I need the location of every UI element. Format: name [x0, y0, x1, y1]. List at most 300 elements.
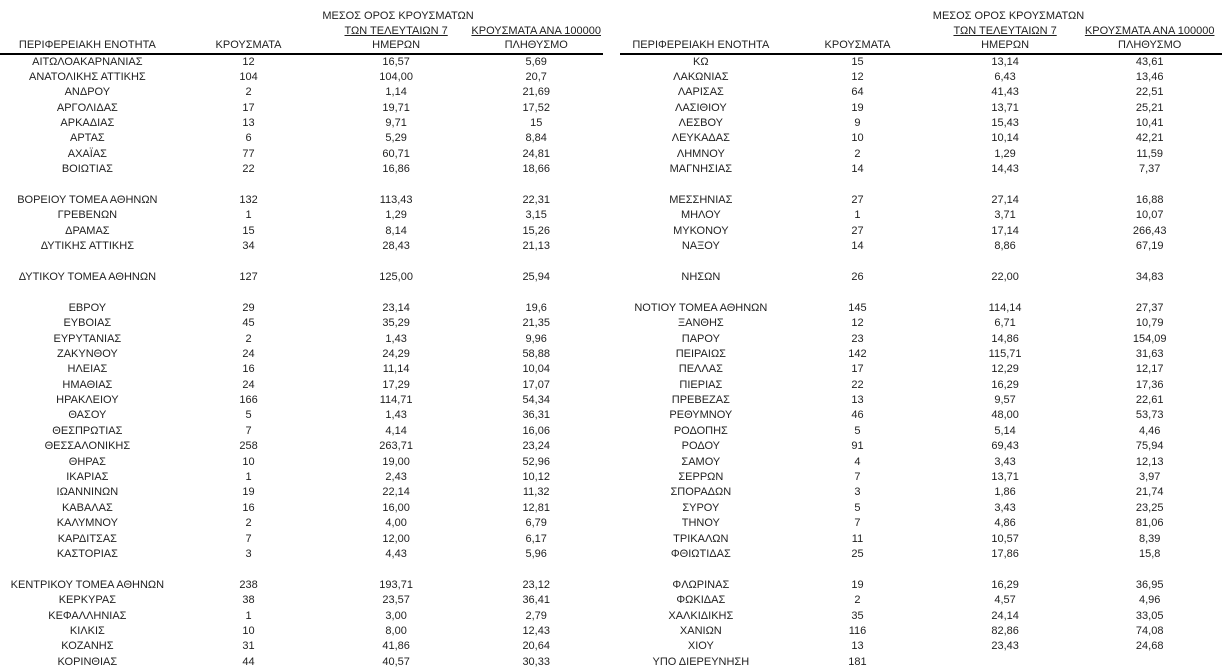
cases-cell: 5: [245, 409, 252, 422]
per100k-cell: 25,21: [1135, 101, 1164, 114]
avg7-cell: 41,43: [991, 86, 1019, 99]
table-row: [620, 362, 1222, 377]
table-row: [0, 362, 603, 377]
table-row: [0, 332, 603, 347]
per100k-cell: 23,12: [522, 578, 550, 591]
col-header-per100k-line1: ΚΡΟΥΣΜΑΤΑ ΑΝΑ 100000: [471, 24, 601, 37]
table-row: [620, 208, 1222, 223]
per100k-cell: 75,94: [1135, 440, 1164, 453]
table-row: [620, 424, 1222, 439]
table-row: [620, 347, 1222, 362]
per100k-cell: 9,96: [525, 332, 547, 345]
region-cell: ΣΕΡΡΩΝ: [678, 471, 724, 484]
per100k-cell: 17,52: [522, 101, 550, 114]
table-row-spacer: [620, 255, 1222, 270]
per100k-cell: 22,51: [1135, 86, 1164, 99]
table-row: [0, 224, 603, 239]
per100k-cell: 53,73: [1135, 409, 1164, 422]
cases-cell: [175, 255, 323, 270]
per100k-cell: 18,66: [522, 163, 550, 176]
cases-cell: 35: [851, 609, 864, 622]
per100k-cell: 52,96: [522, 455, 550, 468]
table-row: [0, 147, 603, 162]
table-row: [0, 408, 603, 423]
table-row-spacer: [0, 285, 603, 300]
per100k-cell: 74,08: [1135, 624, 1164, 637]
per100k-cell: 13,46: [1135, 70, 1164, 83]
per100k-cell: 22,61: [1135, 394, 1164, 407]
cases-cell: 19: [851, 101, 864, 114]
region-cell: [0, 285, 175, 300]
per100k-cell: 42,21: [1135, 132, 1164, 145]
table-row: [620, 470, 1222, 485]
cases-cell: 34: [242, 240, 255, 253]
region-cell: ΜΥΚΟΝΟΥ: [673, 224, 729, 237]
per100k-cell: 6,17: [525, 532, 547, 545]
per100k-cell: 15,8: [1138, 548, 1161, 560]
avg7-cell: 16,57: [382, 55, 410, 68]
region-cell: ΚΙΛΚΙΣ: [69, 624, 105, 637]
per100k-cell: 20,64: [522, 640, 550, 653]
region-cell: ΑΧΑΪΑΣ: [67, 147, 107, 160]
avg7-cell: 23,43: [991, 640, 1019, 653]
region-cell: ΛΑΚΩΝΙΑΣ: [673, 70, 729, 83]
per100k-cell: 25,94: [522, 270, 550, 283]
table-row: [0, 193, 603, 208]
cases-cell: 13: [242, 117, 255, 130]
region-cell: ΛΕΥΚΑΔΑΣ: [671, 132, 730, 145]
avg7-cell: 1,43: [385, 332, 407, 345]
per100k-cell: 17,36: [1135, 378, 1164, 391]
table-row: [620, 85, 1222, 100]
table-row: [620, 270, 1222, 285]
table-row: [0, 455, 603, 470]
cases-cell: 38: [242, 594, 255, 607]
cases-cell: 2: [854, 594, 861, 607]
cases-cell: 2: [854, 147, 861, 160]
per100k-cell: 36,95: [1135, 578, 1164, 591]
avg7-cell: 10,57: [991, 532, 1019, 545]
cases-cell: 104: [239, 70, 258, 83]
per100k-cell: [470, 178, 603, 193]
table-row: [620, 301, 1222, 316]
avg7-cell: [933, 255, 1078, 270]
table-body: [620, 55, 1222, 670]
region-cell: ΕΒΡΟΥ: [68, 301, 107, 314]
avg7-cell: 9,57: [994, 394, 1016, 407]
per100k-cell: 266,43: [1132, 224, 1167, 237]
region-cell: [620, 178, 783, 193]
col-header-per100k-line2: ΠΛΗΘΥΣΜΟ: [504, 39, 568, 51]
per100k-cell: 67,19: [1135, 240, 1164, 253]
cases-cell: [175, 562, 323, 577]
region-cell: ΥΠΟ ΔΙΕΡΕΥΝΗΣΗ: [652, 655, 750, 668]
avg7-cell: 114,71: [379, 394, 413, 407]
per100k-cell: 10,41: [1135, 117, 1164, 130]
cases-cell: 116: [848, 624, 867, 637]
per100k-cell: 7,37: [1138, 163, 1161, 176]
region-cell: ΒΟΙΩΤΙΑΣ: [61, 163, 113, 176]
table-row: [620, 101, 1222, 116]
per100k-cell: 4,46: [1138, 424, 1161, 437]
table-row: [0, 239, 603, 254]
cases-cell: 91: [851, 440, 864, 453]
table-row: [620, 55, 1222, 70]
table-row: [0, 393, 603, 408]
table-row: [620, 147, 1222, 162]
region-cell: ΚΕΡΚΥΡΑΣ: [58, 594, 117, 607]
cases-cell: 10: [242, 455, 255, 468]
region-cell: ΛΕΣΒΟΥ: [678, 117, 724, 130]
table-row: [620, 593, 1222, 608]
table-row-spacer: [0, 255, 603, 270]
avg7-cell: [322, 285, 470, 300]
avg7-cell: 41,86: [382, 640, 410, 653]
table-row: [0, 532, 603, 547]
cases-cell: 181: [848, 655, 867, 668]
avg7-cell: 13,71: [991, 101, 1019, 114]
region-cell: ΡΕΘΥΜΝΟΥ: [669, 409, 733, 422]
avg7-cell: [933, 285, 1078, 300]
avg7-cell: 24,29: [382, 347, 410, 360]
cases-cell: 64: [851, 86, 864, 99]
avg7-cell: 16,29: [991, 578, 1019, 591]
per100k-cell: 24,68: [1135, 640, 1164, 653]
cases-cell: 5: [854, 501, 861, 514]
cases-cell: 12: [851, 70, 864, 83]
cases-cell: [782, 562, 933, 577]
avg7-cell: 22,14: [382, 486, 410, 499]
cases-cell: 1: [245, 209, 252, 222]
table-row: [0, 270, 603, 285]
cases-cell: 1: [245, 609, 252, 622]
table-row: [0, 55, 603, 70]
per100k-cell: 31,63: [1135, 347, 1164, 360]
col-header-avg7-line3: ΗΜΕΡΩΝ: [981, 39, 1030, 51]
per100k-cell: 54,34: [522, 394, 550, 407]
cases-cell: 7: [245, 424, 252, 437]
table-row: [620, 455, 1222, 470]
per100k-cell: 5,69: [525, 55, 547, 68]
avg7-cell: 22,00: [991, 270, 1019, 283]
avg7-cell: 114,14: [988, 301, 1022, 314]
table-row: [0, 439, 603, 454]
region-cell: ΧΑΛΚΙΔΙΚΗΣ: [668, 609, 734, 622]
region-cell: ΠΕΙΡΑΙΩΣ: [675, 347, 726, 360]
table-row: [620, 116, 1222, 131]
avg7-cell: 3,71: [994, 209, 1016, 222]
table-row: [0, 116, 603, 131]
region-cell: ΤΡΙΚΑΛΩΝ: [673, 532, 729, 545]
table-row: [0, 609, 603, 624]
cases-cell: 127: [239, 270, 258, 283]
avg7-cell: 8,86: [994, 240, 1016, 253]
avg7-cell: 60,71: [382, 147, 410, 160]
cases-cell: 45: [242, 317, 255, 330]
cases-cell: 16: [242, 501, 255, 514]
table-row: [620, 516, 1222, 531]
region-cell: ΚΟΡΙΝΘΙΑΣ: [57, 655, 118, 668]
region-cell: ΛΑΣΙΘΙΟΥ: [674, 101, 727, 114]
avg7-cell: 5,14: [994, 424, 1016, 437]
per100k-cell: 21,69: [522, 86, 550, 99]
avg7-cell: 4,86: [994, 517, 1016, 530]
region-cell: ΗΡΑΚΛΕΙΟΥ: [56, 394, 119, 407]
per100k-cell: 15: [530, 117, 543, 130]
avg7-cell: 1,29: [994, 147, 1016, 160]
per100k-cell: 20,7: [525, 70, 547, 83]
avg7-cell: 1,86: [994, 486, 1016, 499]
per100k-cell: 16,06: [522, 424, 550, 437]
cases-cell: 3: [854, 486, 861, 499]
cases-cell: 77: [242, 147, 255, 160]
avg7-cell: [933, 178, 1078, 193]
cases-cell: [782, 255, 933, 270]
table-row: [620, 224, 1222, 239]
region-cell: ΛΗΜΝΟΥ: [676, 147, 725, 160]
cases-cell: 258: [239, 440, 258, 453]
per100k-cell: 11,59: [1136, 147, 1164, 160]
avg7-cell: 3,43: [994, 501, 1016, 514]
avg7-cell: 24,14: [991, 609, 1019, 622]
table-row: [0, 131, 603, 146]
per100k-cell: 23,25: [1135, 501, 1164, 514]
region-cell: ΔΡΑΜΑΣ: [65, 224, 110, 237]
cases-cell: 9: [854, 117, 861, 130]
cases-cell: 23: [851, 332, 864, 345]
region-cell: ΠΙΕΡΙΑΣ: [679, 378, 723, 391]
avg7-cell: 16,29: [991, 378, 1019, 391]
region-cell: ΕΥΒΟΙΑΣ: [63, 317, 112, 330]
per100k-cell: 24,81: [522, 147, 550, 160]
table-row: [0, 593, 603, 608]
cases-cell: 6: [245, 132, 252, 145]
region-cell: ΘΕΣΠΡΩΤΙΑΣ: [52, 424, 123, 437]
per100k-cell: 2,79: [525, 609, 547, 622]
table-row: [0, 547, 603, 562]
per100k-cell: [1077, 655, 1222, 670]
per100k-cell: 12,17: [1135, 363, 1164, 376]
region-cell: ΝΑΞΟΥ: [681, 240, 720, 253]
table-row-spacer: [620, 285, 1222, 300]
per100k-cell: [470, 562, 603, 577]
per100k-cell: 30,33: [522, 655, 550, 668]
table-row: [620, 578, 1222, 593]
cases-cell: 46: [851, 409, 864, 422]
avg7-cell: 17,86: [991, 548, 1019, 560]
region-cell: ΑΝΑΤΟΛΙΚΗΣ ΑΤΤΙΚΗΣ: [29, 70, 146, 83]
cases-cell: 19: [242, 486, 255, 499]
cases-cell: 25: [851, 548, 864, 560]
avg7-cell: [322, 562, 470, 577]
region-cell: ΚΑΣΤΟΡΙΑΣ: [56, 548, 118, 560]
table-row-spacer: [0, 562, 603, 577]
region-cell: ΑΙΤΩΛΟΑΚΑΡΝΑΝΙΑΣ: [32, 55, 143, 68]
col-header-region: [620, 38, 783, 53]
col-header-avg7-line2: ΤΩΝ ΤΕΛΕΥΤΑΙΩΝ 7: [344, 24, 448, 37]
region-cell: ΗΜΑΘΙΑΣ: [62, 378, 113, 391]
per100k-cell: 33,05: [1135, 609, 1164, 622]
region-cell: [620, 255, 783, 270]
cases-cell: 19: [851, 578, 864, 591]
region-cell: ΧΙΟΥ: [687, 640, 714, 653]
table-row: [0, 208, 603, 223]
table-row: [0, 85, 603, 100]
avg7-cell: 23,14: [382, 301, 410, 314]
avg7-cell: [322, 255, 470, 270]
region-cell: ΦΩΚΙΔΑΣ: [676, 594, 726, 607]
region-cell: ΙΩΑΝΝΙΝΩΝ: [56, 486, 119, 499]
per100k-cell: 3,15: [525, 209, 547, 222]
avg7-cell: 40,57: [382, 655, 410, 668]
col-header-cases-label: ΚΡΟΥΣΜΑΤΑ: [824, 39, 891, 51]
table-row-spacer: [620, 178, 1222, 193]
per100k-cell: 27,37: [1135, 301, 1164, 314]
per100k-cell: [1077, 562, 1222, 577]
table-row: [0, 424, 603, 439]
avg7-cell: 193,71: [379, 578, 413, 591]
per100k-cell: 19,6: [525, 301, 547, 314]
cases-cell: 24: [242, 378, 255, 391]
region-cell: ΠΡΕΒΕΖΑΣ: [671, 394, 730, 407]
avg7-cell: 13,14: [991, 55, 1019, 68]
cases-cell: 238: [239, 578, 258, 591]
table-row: [0, 378, 603, 393]
region-cell: [0, 178, 175, 193]
cases-cell: 27: [851, 194, 864, 207]
region-cell: ΘΗΡΑΣ: [68, 455, 106, 468]
cases-cell: 4: [854, 455, 861, 468]
region-cell: ΒΟΡΕΙΟΥ ΤΟΜΕΑ ΑΘΗΝΩΝ: [17, 194, 158, 207]
per100k-cell: 12,43: [522, 624, 550, 637]
col-header-cases-label: ΚΡΟΥΣΜΑΤΑ: [215, 39, 282, 51]
cases-cell: 7: [854, 517, 861, 530]
cases-cell: 13: [851, 394, 864, 407]
table-row: [0, 347, 603, 362]
avg7-cell: 17,14: [991, 224, 1019, 237]
col-header-region-label: ΠΕΡΙΦΕΡΕΙΑΚΗ ΕΝΟΤΗΤΑ: [632, 39, 770, 51]
avg7-cell: 16,86: [382, 163, 410, 176]
avg7-cell: 13,71: [991, 471, 1019, 484]
table-row: [620, 655, 1222, 670]
region-cell: ΜΗΛΟΥ: [680, 209, 721, 222]
avg7-cell: 17,29: [382, 378, 410, 391]
cases-cell: 166: [239, 394, 258, 407]
avg7-cell: 35,29: [382, 317, 410, 330]
per100k-cell: 5,96: [525, 548, 547, 560]
cases-cell: 44: [242, 655, 255, 668]
region-cell: ΡΟΔΟΥ: [681, 440, 720, 453]
avg7-cell: 15,43: [991, 117, 1019, 130]
per100k-cell: 10,04: [522, 363, 550, 376]
avg7-cell: 23,57: [382, 594, 410, 607]
avg7-cell: 263,71: [379, 440, 413, 453]
region-cell: ΑΝΔΡΟΥ: [64, 86, 111, 99]
per100k-cell: 12,81: [522, 501, 550, 514]
avg7-cell: 113,43: [379, 194, 413, 207]
table-row: [0, 470, 603, 485]
table-row: [0, 70, 603, 85]
region-cell: ΚΕΦΑΛΛΗΝΙΑΣ: [48, 609, 127, 622]
avg7-cell: 10,14: [991, 132, 1019, 145]
avg7-cell: 1,14: [385, 86, 407, 99]
per100k-cell: [470, 285, 603, 300]
region-cell: [0, 562, 175, 577]
per100k-cell: 21,35: [522, 317, 550, 330]
col-header-avg7: [322, 9, 474, 53]
col-header-avg7-line1: ΜΕΣΟΣ ΟΡΟΣ ΚΡΟΥΣΜΑΤΩΝ: [932, 10, 1085, 22]
table-row: [620, 193, 1222, 208]
region-cell: [0, 255, 175, 270]
per100k-cell: 10,07: [1135, 209, 1164, 222]
table-row: [620, 378, 1222, 393]
table-row: [620, 547, 1222, 562]
cases-cell: 12: [851, 317, 864, 330]
per100k-cell: 10,12: [522, 471, 550, 484]
col-header-avg7-line3: ΗΜΕΡΩΝ: [372, 39, 421, 51]
avg7-cell: 14,86: [991, 332, 1019, 345]
per100k-cell: 4,96: [1138, 594, 1161, 607]
region-cell: ΤΗΝΟΥ: [681, 517, 720, 530]
avg7-cell: 104,00: [379, 70, 413, 83]
region-cell: ΚΟΖΑΝΗΣ: [61, 640, 114, 653]
table-row: [620, 532, 1222, 547]
table-row: [620, 393, 1222, 408]
cases-cell: 7: [245, 532, 252, 545]
region-cell: ΜΕΣΣΗΝΙΑΣ: [669, 194, 733, 207]
table-row: [0, 485, 603, 500]
col-header-cases: [175, 38, 323, 53]
per100k-cell: [1077, 255, 1222, 270]
table-row-spacer: [620, 562, 1222, 577]
region-cell: ΧΑΝΙΩΝ: [679, 624, 722, 637]
region-cell: ΗΛΕΙΑΣ: [67, 363, 108, 376]
region-cell: ΑΡΤΑΣ: [70, 132, 105, 145]
region-cell: ΚΩ: [693, 55, 709, 68]
region-cell: ΓΡΕΒΕΝΩΝ: [57, 209, 118, 222]
col-header-per100k: [470, 24, 603, 53]
cases-cell: 22: [851, 378, 864, 391]
cases-cell: 1: [854, 209, 861, 222]
cases-cell: 1: [245, 471, 252, 484]
table-row: [620, 408, 1222, 423]
per100k-cell: 10,79: [1135, 317, 1164, 330]
col-header-cases: [782, 38, 933, 53]
avg7-cell: 12,00: [382, 532, 410, 545]
region-cell: ΜΑΓΝΗΣΙΑΣ: [669, 163, 733, 176]
avg7-cell: 4,00: [385, 517, 407, 530]
avg7-cell: 6,43: [994, 70, 1016, 83]
region-cell: ΠΑΡΟΥ: [681, 332, 720, 345]
avg7-cell: 6,71: [994, 317, 1016, 330]
per100k-cell: 36,31: [522, 409, 550, 422]
per100k-cell: 154,09: [1132, 332, 1167, 345]
col-header-avg7-line2: ΤΩΝ ΤΕΛΕΥΤΑΙΩΝ 7: [953, 24, 1057, 37]
per100k-cell: 34,83: [1135, 270, 1164, 283]
cases-cell: 15: [851, 55, 864, 68]
region-cell: ΠΕΛΛΑΣ: [678, 363, 723, 376]
table-row: [620, 485, 1222, 500]
avg7-cell: 1,29: [385, 209, 407, 222]
table-row: [0, 501, 603, 516]
region-cell: ΛΑΡΙΣΑΣ: [677, 86, 724, 99]
per100k-cell: 6,79: [525, 517, 547, 530]
avg7-cell: 4,43: [385, 548, 407, 560]
cases-cell: [175, 178, 323, 193]
region-cell: ΑΡΚΑΔΙΑΣ: [60, 117, 115, 130]
col-header-region-label: ΠΕΡΙΦΕΡΕΙΑΚΗ ΕΝΟΤΗΤΑ: [18, 39, 156, 51]
cases-cell: 2: [245, 332, 252, 345]
